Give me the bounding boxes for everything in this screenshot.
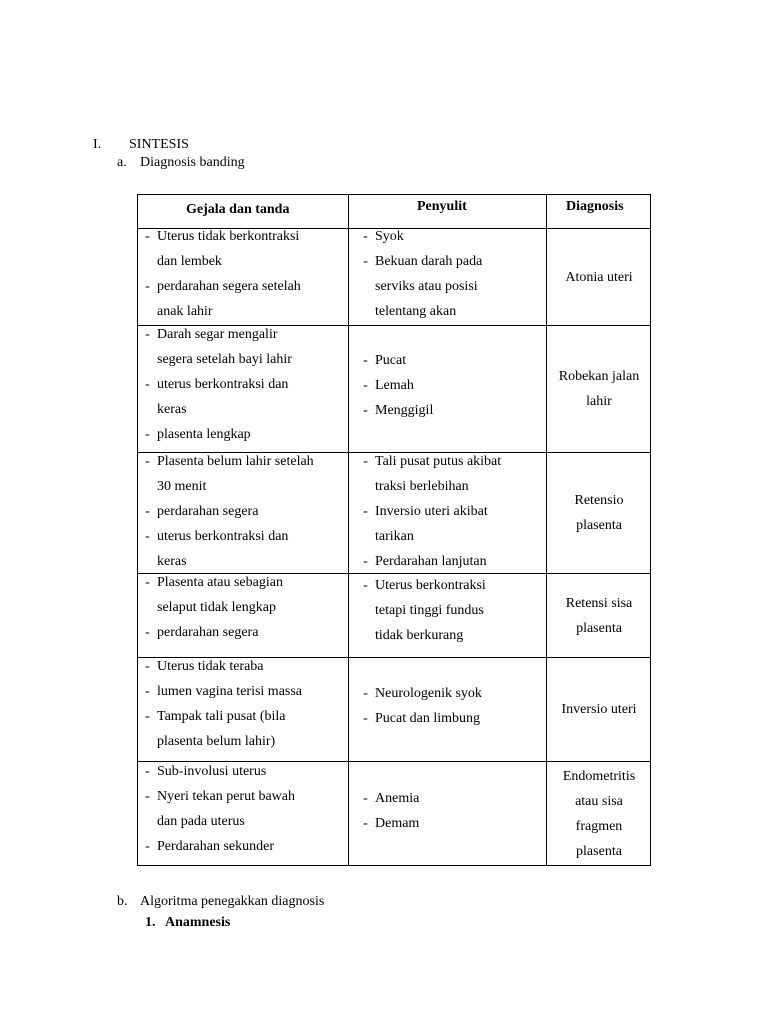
differential-diagnosis-table xyxy=(137,194,651,866)
bullet-dash: - xyxy=(145,504,150,519)
list-item: - uterus berkontraksi dan keras xyxy=(138,524,314,574)
list-item: - Pucat xyxy=(356,348,433,373)
bullet-dash: - xyxy=(145,659,150,674)
bullet-dash: - xyxy=(363,403,368,418)
list-item: - Lemah xyxy=(356,373,433,398)
list-item: - perdarahan segera xyxy=(138,499,314,524)
bullet-dash: - xyxy=(363,791,368,806)
list-item: - Anemia xyxy=(356,786,419,811)
numbered-heading-number: 1. xyxy=(145,915,156,930)
column-divider xyxy=(348,195,349,865)
bullet-dash: - xyxy=(363,816,368,831)
list-item: - Bekuan darah pada serviks atau posisi telentang akan xyxy=(356,249,482,324)
list-item: - Perdarahan sekunder xyxy=(138,834,295,859)
bullet-dash: - xyxy=(363,711,368,726)
gejala-cell xyxy=(138,224,301,324)
list-item: - Tampak tali pusat (bila plasenta belum lahir) xyxy=(138,704,302,754)
section-title: SINTESIS xyxy=(129,137,189,152)
subsection-a-title: Diagnosis banding xyxy=(140,155,245,170)
bullet-dash: - xyxy=(363,454,368,469)
gejala-cell xyxy=(138,322,292,447)
bullet-dash: - xyxy=(145,529,150,544)
list-item: - perdarahan segera xyxy=(138,620,283,645)
header-diagnosis: Diagnosis xyxy=(566,199,624,214)
bullet-dash: - xyxy=(363,353,368,368)
diagnosis-cell: Endometritis atau sisa fragmen plasenta xyxy=(562,769,636,859)
bullet-dash: - xyxy=(145,789,150,804)
penyulit-cell xyxy=(356,348,433,423)
penyulit-cell xyxy=(356,224,482,324)
list-item: - Sub-involusi uterus xyxy=(138,759,295,784)
bullet-dash: - xyxy=(145,427,150,442)
gejala-cell xyxy=(138,759,295,859)
list-item: - Demam xyxy=(356,811,419,836)
bullet-dash: - xyxy=(145,454,150,469)
bullet-dash: - xyxy=(145,229,150,244)
bullet-dash: - xyxy=(145,377,150,392)
bullet-dash: - xyxy=(363,504,368,519)
list-item: - Menggigil xyxy=(356,398,433,423)
gejala-cell xyxy=(138,449,314,574)
list-item: - Darah segar mengalir segera setelah bayi lahir xyxy=(138,322,292,372)
list-item: - Neurologenik syok xyxy=(356,681,482,706)
header-penyulit: Penyulit xyxy=(417,199,467,214)
diagnosis-cell: Retensio plasenta xyxy=(574,493,624,533)
diagnosis-cell: Inversio uteri xyxy=(561,702,637,717)
bullet-dash: - xyxy=(363,554,368,569)
list-item: - Syok xyxy=(356,224,482,249)
list-item: - uterus berkontraksi dan keras xyxy=(138,372,292,422)
list-item: - Plasenta atau sebagian selaput tidak lengkap xyxy=(138,570,283,620)
list-item: - Nyeri tekan perut bawah dan pada uterus xyxy=(138,784,295,834)
bullet-dash: - xyxy=(363,229,368,244)
bullet-dash: - xyxy=(363,254,368,269)
list-item: - Plasenta belum lahir setelah 30 menit xyxy=(138,449,314,499)
gejala-cell xyxy=(138,570,283,645)
penyulit-cell xyxy=(356,786,419,836)
list-item: - perdarahan segera setelah anak lahir xyxy=(138,274,301,324)
bullet-dash: - xyxy=(363,378,368,393)
bullet-dash: - xyxy=(363,686,368,701)
diagnosis-cell: Retensi sisa plasenta xyxy=(565,595,633,636)
list-item: - lumen vagina terisi massa xyxy=(138,679,302,704)
list-item: - Uterus tidak berkontraksi dan lembek xyxy=(138,224,301,274)
diagnosis-cell: Robekan jalan lahir xyxy=(558,369,640,409)
list-item: - Uterus tidak teraba xyxy=(138,654,302,679)
bullet-dash: - xyxy=(145,764,150,779)
subsection-b-title: Algoritma penegakkan diagnosis xyxy=(140,894,325,909)
bullet-dash: - xyxy=(145,575,150,590)
subsection-a-letter: a. xyxy=(117,155,127,170)
section-number: I. xyxy=(93,137,102,152)
header-gejala: Gejala dan tanda xyxy=(186,202,290,217)
bullet-dash: - xyxy=(363,578,368,593)
list-item: - Uterus berkontraksi tetapi tinggi fundus tidak berkurang xyxy=(356,573,486,648)
bullet-dash: - xyxy=(145,279,150,294)
bullet-dash: - xyxy=(145,625,150,640)
bullet-dash: - xyxy=(145,839,150,854)
diagnosis-cell: Atonia uteri xyxy=(565,269,633,285)
list-item: - Pucat dan limbung xyxy=(356,706,482,731)
bullet-dash: - xyxy=(145,709,150,724)
list-item: - Tali pusat putus akibat traksi berlebihan xyxy=(356,449,501,499)
penyulit-cell xyxy=(356,681,482,731)
bullet-dash: - xyxy=(145,684,150,699)
subsection-b-letter: b. xyxy=(117,894,128,909)
numbered-heading-title: Anamnesis xyxy=(165,915,231,930)
gejala-cell xyxy=(138,654,302,754)
penyulit-cell xyxy=(356,449,501,574)
penyulit-cell xyxy=(356,573,486,648)
bullet-dash: - xyxy=(145,327,150,342)
list-item: - plasenta lengkap xyxy=(138,422,292,447)
list-item: - Perdarahan lanjutan xyxy=(356,549,501,574)
list-item: - Inversio uteri akibat tarikan xyxy=(356,499,501,549)
